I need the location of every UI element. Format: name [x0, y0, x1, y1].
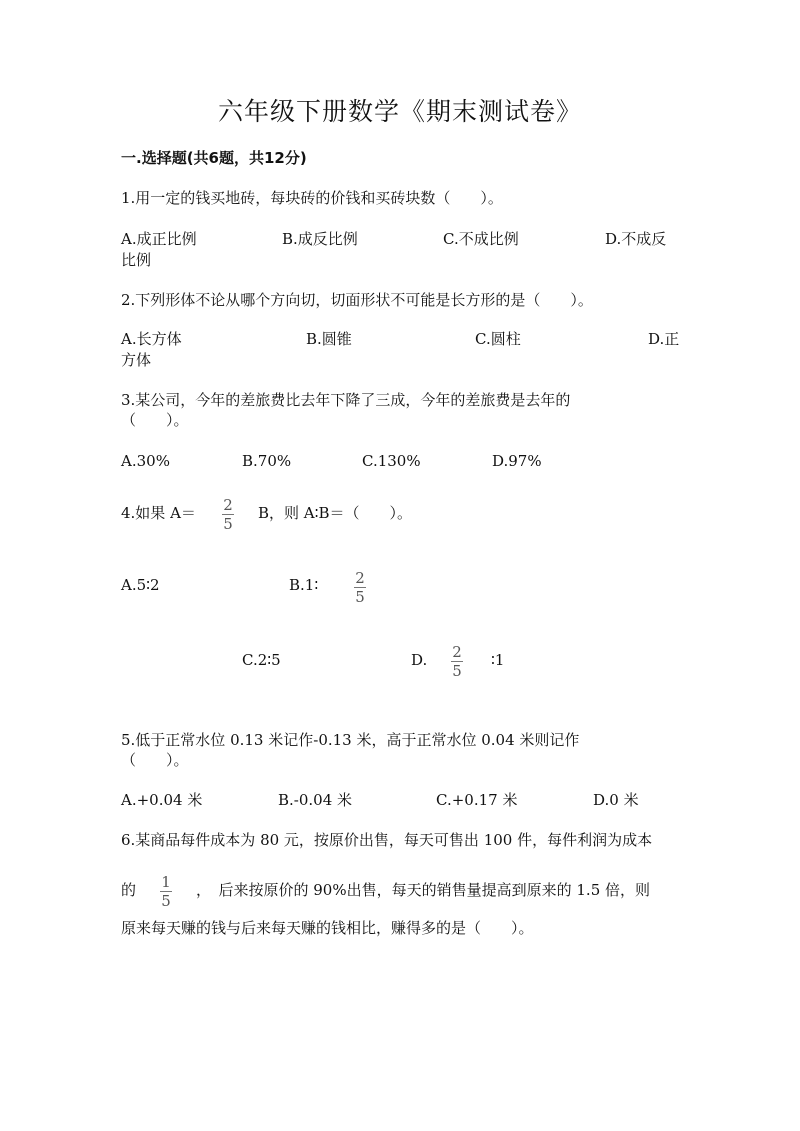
option-d: D.正 [648, 330, 680, 348]
option-b: B.圆锥 [306, 330, 352, 348]
option-c: C.2∶5 [242, 651, 281, 669]
option-a: A.5∶2 [121, 576, 160, 594]
option-b: B.成反比例 [282, 230, 358, 248]
option-b: B.1∶ [289, 576, 319, 594]
option-d: D.不成反 [605, 230, 667, 248]
option-a: A.+0.04 米 [121, 791, 203, 809]
question-6-line-1: 6.某商品每件成本为 80 元，按原价出售，每天可售出 100 件，每件利润为成本 [121, 831, 653, 849]
question-6-line-2-pre: 的 [121, 881, 137, 899]
question-5-text: 5.低于正常水位 0.13 米记作-0.13 米，高于正常水位 0.04 米则记作 [121, 731, 580, 749]
option-a: A.30% [121, 452, 170, 470]
fraction [352, 570, 368, 605]
option-c: C.不成比例 [443, 230, 519, 248]
question-4-text-post: B，则 A∶B＝（ ）。 [258, 504, 413, 522]
option-d-continued: 比例 [121, 251, 152, 269]
fraction-numerator: 2 [355, 569, 365, 587]
option-a: A.成正比例 [121, 230, 197, 248]
question-6-line-3: 原来每天赚的钱与后来每天赚的钱相比，赚得多的是（ ）。 [121, 919, 534, 937]
question-5-text-continued: （ ）。 [121, 751, 189, 769]
fraction [158, 874, 174, 909]
fraction-numerator: 1 [161, 873, 171, 891]
fraction [449, 644, 465, 679]
page-title: 六年级下册数学《期末测试卷》 [217, 97, 582, 126]
fraction-denominator: 5 [355, 588, 365, 606]
question-1-text: 1.用一定的钱买地砖，每块砖的价钱和买砖块数（ ）。 [121, 189, 503, 207]
section-heading: 一.选择题(共6题，共12分) [121, 149, 307, 167]
option-d-post: ∶1 [491, 651, 505, 669]
option-c: C.+0.17 米 [436, 791, 518, 809]
option-c: C.圆柱 [475, 330, 521, 348]
question-6-line-2-post: ， 后来按原价的 90%出售，每天的销售量提高到原来的 1.5 倍，则 [196, 881, 651, 899]
option-d: D.0 米 [593, 791, 639, 809]
option-d: D. [411, 651, 428, 669]
option-d-continued: 方体 [121, 351, 152, 369]
fraction [220, 497, 236, 532]
option-b: B.70% [242, 452, 292, 470]
option-a: A.长方体 [121, 330, 182, 348]
question-2-text: 2.下列形体不论从哪个方向切，切面形状不可能是长方形的是（ ）。 [121, 291, 593, 309]
option-b: B.-0.04 米 [278, 791, 353, 809]
option-c: C.130% [362, 452, 421, 470]
question-3-text: 3.某公司，今年的差旅费比去年下降了三成，今年的差旅费是去年的 [121, 391, 571, 409]
fraction-numerator: 2 [452, 643, 462, 661]
fraction-denominator: 5 [223, 515, 233, 533]
option-d: D.97% [492, 452, 542, 470]
question-4-text: 4.如果 A＝ [121, 504, 196, 522]
fraction-denominator: 5 [452, 662, 462, 680]
fraction-numerator: 2 [223, 496, 233, 514]
question-3-text-continued: （ ）。 [121, 411, 189, 429]
fraction-denominator: 5 [161, 892, 171, 910]
